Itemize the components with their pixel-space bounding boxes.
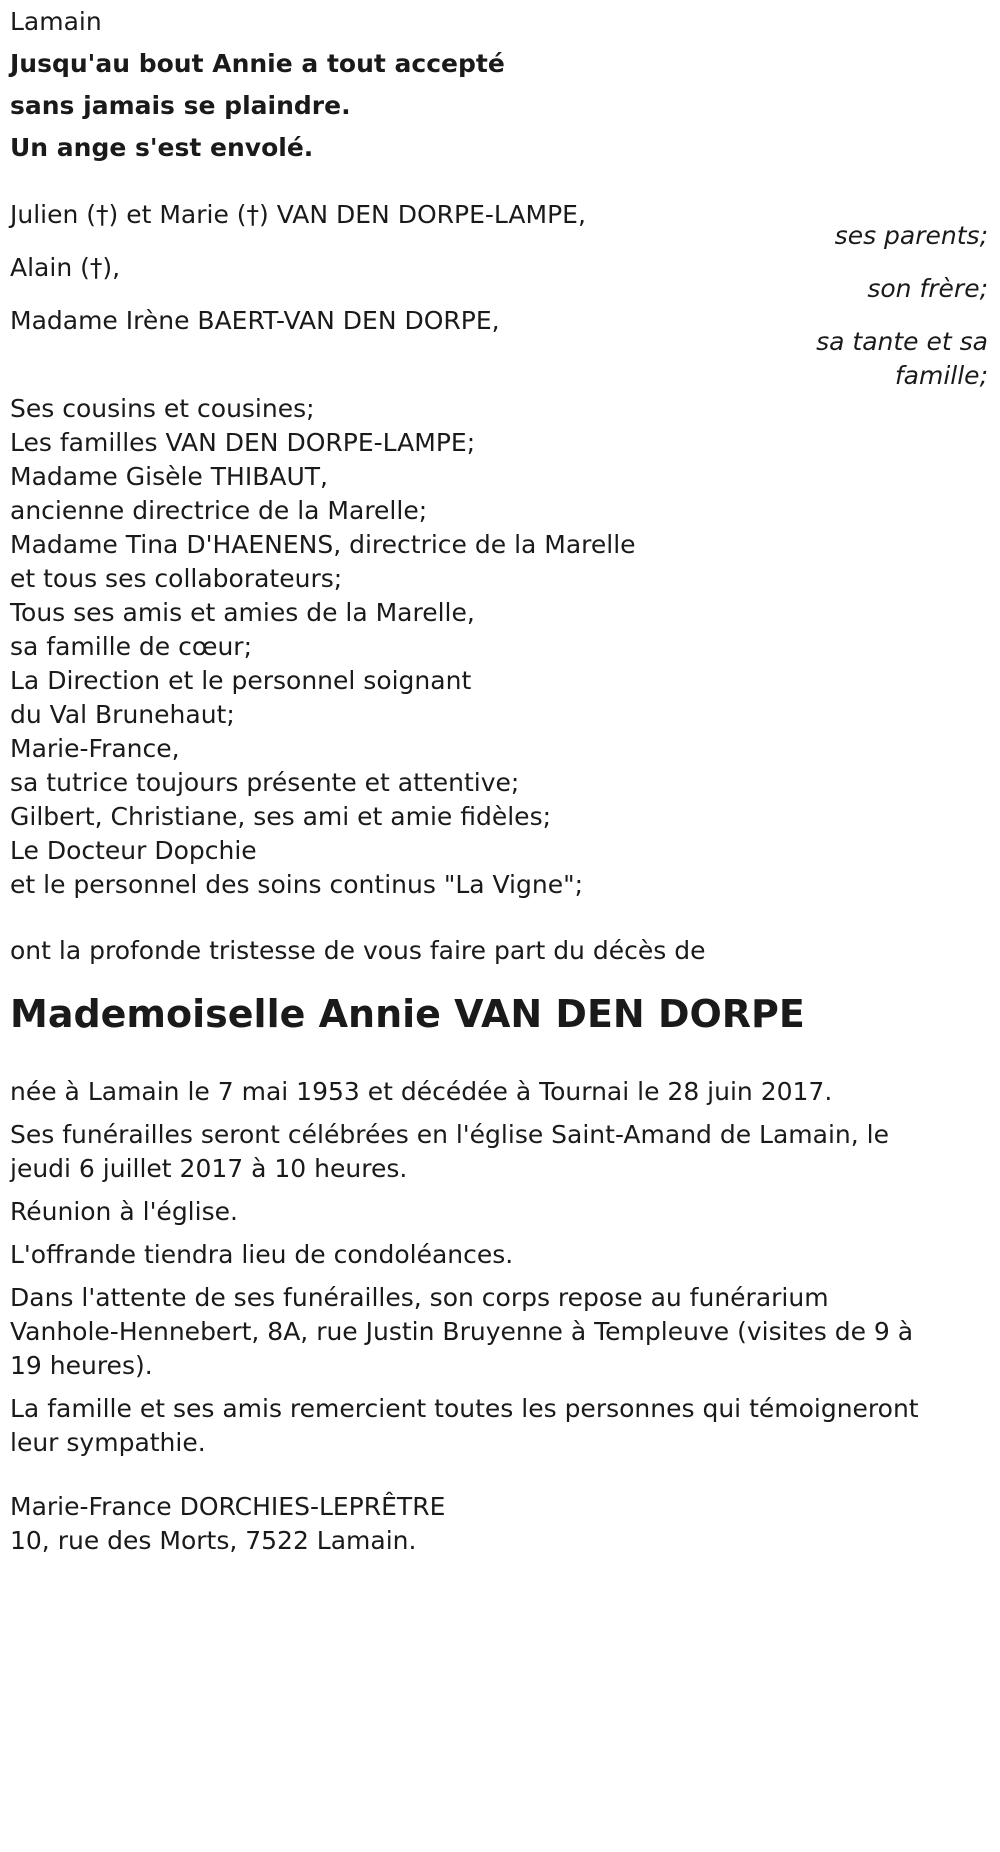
family-brother-name: Alain (†), [10, 253, 121, 282]
others-line: sa famille de cœur; [10, 632, 252, 661]
announcement: ont la profonde tristesse de vous faire part du décès de [10, 936, 706, 965]
others-line: Madame Tina D'HAENENS, directrice de la Marelle [10, 530, 636, 559]
others-line: ancienne directrice de la Marelle; [10, 496, 428, 525]
birth-death: née à Lamain le 7 mai 1953 et décédée à Tournai le 28 juin 2017. [10, 1077, 833, 1106]
funeral-line-1: Ses funérailles seront célébrées en l'église Saint-Amand de Lamain, le [10, 1120, 889, 1149]
family-aunt-name: Madame Irène BAERT-VAN DEN DORPE, [10, 306, 500, 335]
contact-name: Marie-France DORCHIES-LEPRÊTRE [10, 1492, 446, 1521]
contact-address: 10, rue des Morts, 7522 Lamain. [10, 1526, 417, 1555]
quote-line-1: Jusqu'au bout Annie a tout accepté [10, 49, 505, 78]
others-line: Madame Gisèle THIBAUT, [10, 462, 328, 491]
others-line: Marie-France, [10, 734, 180, 763]
funeral-line-2: jeudi 6 juillet 2017 à 10 heures. [10, 1154, 408, 1183]
others-line: Le Docteur Dopchie [10, 836, 257, 865]
others-line: Tous ses amis et amies de la Marelle, [10, 598, 475, 627]
quote-line-2: sans jamais se plaindre. [10, 91, 351, 120]
others-line: Les familles VAN DEN DORPE-LAMPE; [10, 428, 476, 457]
rest-line-1: Dans l'attente de ses funérailles, son corps repose au funérarium [10, 1283, 829, 1312]
family-parents-name: Julien (†) et Marie (†) VAN DEN DORPE-LAMPE, [10, 200, 586, 229]
place-name: Lamain [10, 7, 102, 36]
family-parents-relation: ses parents; [834, 221, 988, 250]
others-line: du Val Brunehaut; [10, 700, 235, 729]
quote-line-3: Un ange s'est envolé. [10, 133, 314, 162]
meeting-info: Réunion à l'église. [10, 1197, 238, 1226]
rest-line-2: Vanhole-Hennebert, 8A, rue Justin Bruyenne à Templeuve (visites de 9 à [10, 1317, 914, 1346]
others-line: sa tutrice toujours présente et attentive; [10, 768, 520, 797]
thanks-line-1: La famille et ses amis remercient toutes les personnes qui témoigneront [10, 1394, 919, 1423]
offering-info: L'offrande tiendra lieu de condoléances. [10, 1240, 514, 1269]
others-line: La Direction et le personnel soignant [10, 666, 472, 695]
others-line: et tous ses collaborateurs; [10, 564, 343, 593]
others-line: Ses cousins et cousines; [10, 394, 315, 423]
family-aunt-relation-2: famille; [894, 361, 988, 390]
family-aunt-relation-1: sa tante et sa [816, 327, 988, 356]
deceased-name: Mademoiselle Annie VAN DEN DORPE [10, 992, 805, 1036]
rest-line-3: 19 heures). [10, 1351, 153, 1380]
thanks-line-2: leur sympathie. [10, 1428, 206, 1457]
others-line: et le personnel des soins continus "La Vigne"; [10, 870, 584, 899]
family-brother-relation: son frère; [867, 274, 988, 303]
others-line: Gilbert, Christiane, ses ami et amie fidèles; [10, 802, 552, 831]
